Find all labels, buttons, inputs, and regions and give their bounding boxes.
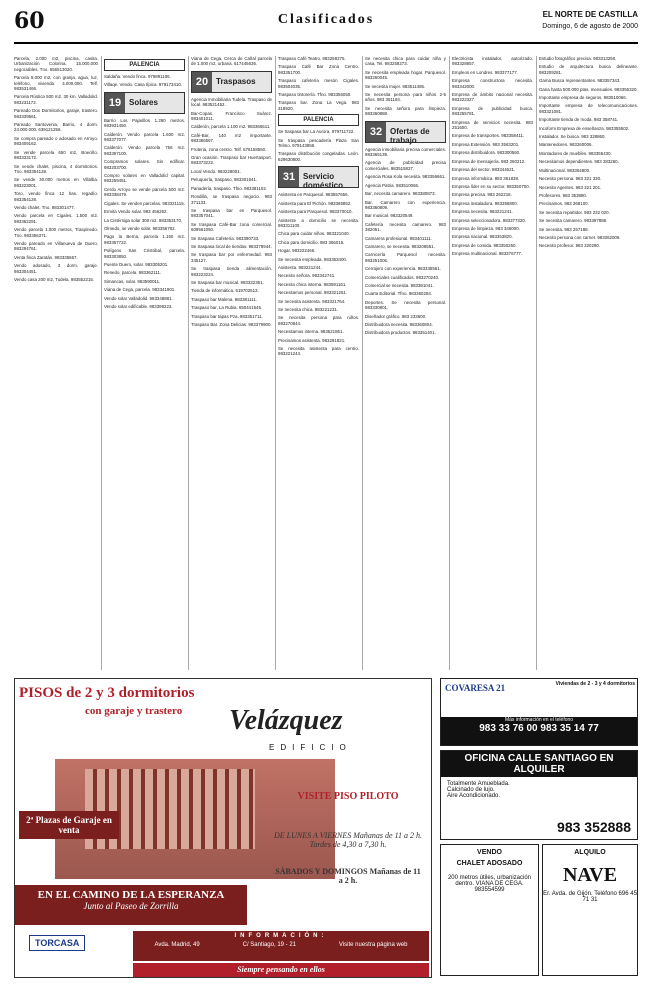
classified-ad: Traspaso Café Bar Zona Centro. 983351700.	[278, 64, 359, 75]
torcasa-logo: TORCASA	[29, 935, 85, 951]
location-line-1: EN EL CAMINO DE LA ESPERANZA	[37, 889, 225, 901]
classified-ad: Se traspasa tienda alimentación. 983223224.	[191, 266, 272, 277]
classified-ad: Importante empresa de telecomunicaciones. 983321081.	[539, 103, 638, 114]
classified-ad: Calderón. Vendo parcela 1.600 m2. 983377077.	[104, 131, 185, 143]
classified-ad: Empresa de comida. 983350250.	[452, 242, 517, 248]
classified-ad: Vendo parcela en Cigales, 1.500 m2. 983362291.	[14, 213, 98, 224]
classified-ad: Diseñador gráfico. 983 233600.	[365, 313, 427, 319]
classified-ad: Se necesita. 983 257188.	[539, 226, 589, 232]
classified-ad: Precisamos asistenta. 983291821.	[278, 337, 346, 343]
classified-ad: Empresa de transportes. 983358411.	[452, 133, 525, 139]
covaresa-ad	[440, 678, 638, 746]
classified-ad: Agencia Patria. 983510066.	[365, 182, 420, 188]
classified-ad: Traspaso distribución congeladas. León. 629630800.	[278, 151, 359, 162]
classified-ad: Parcela 8.000 m2, con granja, agua, luz, teléfono, vivienda. 4.000.000. Telf. 983531466.	[14, 75, 98, 92]
classified-ad: Viana de Cega, parcela. 983341901.	[104, 287, 176, 293]
classified-column-4	[278, 56, 359, 670]
covaresa-phone-bar	[441, 717, 637, 745]
classified-ad: Traspaso bar tapas Pza. 983351711.	[191, 313, 263, 319]
classified-ad: Necesito persona con carnet. 983362009.	[539, 234, 621, 240]
section-number: 19	[105, 93, 125, 113]
classified-ad: Pareado Santovenia, Barrio, 4 dorm. 24.000.000. 639121256.	[14, 122, 98, 133]
classified-ad: Se vende chalet, piscina, 4 dormitorios. Tno. 983354128.	[14, 163, 98, 174]
classified-ad: Simancas, solar. 983590011.	[104, 278, 161, 284]
classified-ad: Comerciales cualificados. 983270240.	[365, 274, 440, 280]
section-label: Traspasos	[216, 76, 256, 86]
classified-ad: Electricista instalador, autorizado. 983328857.	[452, 56, 533, 67]
classified-ad: Asistenta en Parquesol. 983557656.	[278, 192, 349, 198]
classified-ad: Empresa nacional. 983353820.	[452, 234, 513, 240]
classified-ad: Bar-Copas. Francisco Suárez. 983401011.	[191, 110, 272, 122]
info-heading: INFORMACIÓN:	[234, 933, 328, 939]
classified-ad: Necesito persona. 983 321 330.	[539, 176, 602, 182]
nave-ad-heading: ALQUILO	[574, 849, 606, 856]
classified-ad: Empresa Extensión. 983 3563201.	[452, 141, 520, 147]
section-heading	[278, 166, 359, 191]
classified-ad: Estudio de arquitectura busca delineante. 983209281.	[539, 64, 638, 75]
ad-slogan: Siempre pensando en ellos	[133, 963, 429, 977]
section-label: Servicio doméstico	[303, 172, 344, 191]
covaresa-tagline: Viviendas de 2 - 3 y 4 dormitorios	[555, 681, 635, 687]
classified-ad: Se necesita persona para niños 2-5 años. 983 351184.	[365, 92, 446, 103]
classified-ad: Se necesita empleada hogar. Parquesol. 983260045.	[365, 69, 446, 81]
column-divider	[362, 56, 363, 670]
classified-ad: Villaqe. Vendo. Casa típica. 979173410.	[104, 82, 183, 88]
classified-ad: Empresa de mensajería. 983 260212.	[452, 158, 526, 164]
nave-ad-body: Er. Avda. de Gijón. Teléfono 696 45 71 31	[543, 891, 637, 903]
classified-ad: Se necesita asistenta. 983321764.	[278, 298, 346, 304]
classified-ad: Fruteria, zona centro. Telf. 676158550.	[191, 146, 267, 152]
classified-column-6	[452, 56, 533, 670]
classified-ad: Deportes. Se necesita personal. 983330801.	[365, 299, 446, 311]
info-web: Visite nuestra página web	[338, 942, 408, 948]
classified-ad: Compro solares en Valladolid capital. 983259451.	[104, 173, 185, 184]
classified-ad: Empresa constructora necesita. 983342000.	[452, 78, 533, 89]
section-heading	[104, 92, 185, 114]
ad-brand: Velázquez	[229, 705, 343, 736]
classified-ad: Bar, necesita camarero. 983380873.	[365, 191, 436, 197]
classified-ad: Cuarta Editorial. Tfno. 983360284.	[365, 291, 433, 297]
classified-ad: Barrio Los Pajarillos 1.290 metros. 983931450.	[104, 117, 185, 129]
classified-ad: Chica para domicilio. 983 366015.	[278, 239, 345, 245]
classified-ad: Empresa instaladora. 983356800.	[452, 200, 518, 206]
classified-ad: Pago la Berna, parcela 1.150 m2. 983357722.	[104, 234, 185, 245]
classified-ad: Necesito Agentes. 983 321 201.	[539, 184, 602, 190]
classified-ad: Distribuidora necesita. 983360804.	[365, 322, 433, 327]
classified-ad: Vendo pareado en Villanueva de Duero. 983294761.	[14, 240, 98, 252]
classified-ad: Viana de Cega, Cerca de Cañal parcela de 1.000 m2, urbana. 617445636.	[191, 56, 272, 67]
classified-ad: Cigales. Se venden parcelas. 983321115.	[104, 200, 185, 206]
region-banner: PALENCIA	[278, 114, 359, 126]
region-banner: PALENCIA	[104, 59, 185, 71]
classified-ad: Camarera profesional. 983401111.	[365, 235, 432, 241]
page-number: 60	[14, 8, 45, 34]
classified-ad: Cerdo Arroyo se vende parcela 500 m2. 983338479.	[104, 186, 185, 198]
issue-date: Domingo, 6 de agosto de 2000	[542, 23, 638, 30]
classified-ad: Toro, vendo finca 12 has. regadío. 983354128.	[14, 191, 98, 202]
classified-ad: Calderón, parcela 1.100 m2. 983366511.	[191, 124, 271, 130]
classified-ad: Necesito profesor. 983 320290.	[539, 243, 601, 249]
classified-ad: Empresa del sector. 983344621.	[452, 167, 516, 173]
classified-ad: Importante tienda de moda. 983 358741.	[539, 117, 619, 123]
classified-ad: Polígono San Cristóbal, parcela. 983303850.	[104, 248, 185, 259]
column-divider	[275, 56, 276, 670]
chalet-sale-ad	[440, 844, 539, 976]
classified-column-1	[14, 56, 98, 670]
classified-ad: Traspaso bar. Zona La Vega. 983 318920.	[278, 100, 359, 111]
classified-ad: Local Vendo. 983228001.	[191, 168, 241, 174]
classified-ad: Traspaso tintorería. Tfno. 983356050.	[278, 92, 352, 98]
office-phone: 983 352888	[557, 819, 631, 835]
info-address-2: C/ Santiago, 19 - 21	[242, 942, 296, 948]
classified-ad: Se necesita persona para niños. 983270844.	[278, 315, 359, 326]
classified-ad: Necesito señora. 983342741.	[278, 273, 336, 279]
classified-ad: Panadería, traspaso. Tfno. 983381102.	[191, 185, 267, 191]
classified-ad: Parcela, 2.000 m2, piscina, casita. Urbanización Colorina. 15.000.000 negociables. Tno. 656513020.	[14, 56, 98, 72]
classified-ad: Gana hasta 500.000 ptas. mensuales. 983355320.	[539, 86, 638, 92]
section-label: Solares	[129, 97, 158, 107]
classified-ad: Calderón. Vendo parcela 756 m2. 983397100.	[104, 145, 185, 156]
weekday-hours: DE LUNES A VIERNES Mañanas de 11 a 2 h. Tardes de 4,30 a 7,30 h.	[274, 831, 422, 849]
classified-ad: Camarero, se necesita. 983208551.	[365, 243, 435, 249]
covaresa-phones: 983 33 76 00 983 35 14 77	[479, 723, 599, 734]
column-divider	[449, 56, 450, 670]
office-feature: Aire Acondicionado.	[447, 793, 501, 799]
classified-ad: Se traspasa local de tiendas. 983378944.	[191, 243, 272, 249]
classified-ad: Gama Busca representantes. 983357343.	[539, 78, 621, 84]
classified-ad: Se vende 30.000 metros en Villalba. 983223001.	[14, 177, 98, 188]
classified-ad: Asistenta para El Pichón. 983365852.	[278, 200, 352, 206]
classified-ad: Rondilla, se traspasa negocio. 983 371133.	[191, 194, 272, 205]
classified-ad: Bar musical. 983320549.	[365, 213, 414, 219]
classified-ad: Se traspasa Cafetería. 983390733.	[191, 235, 260, 241]
garage-badge: 2ª Plazas de Garaje en venta	[19, 811, 119, 839]
classified-ad: Carnicería Parquesol necesita. 983251006.	[365, 252, 446, 263]
classified-ad: Vendo chalet. Tno. 983301477.	[14, 204, 75, 210]
classified-ad: Vendo solar edificable. 983399223.	[104, 303, 173, 309]
classified-ad: Se necesita asistenta para centro. 983221244.	[278, 346, 359, 357]
chalet-ad-body: 200 metros útiles, urbanización dentro. VIANA DE CEGA. 983554599	[447, 875, 532, 893]
info-address-1: Avda. Madrid, 49	[154, 942, 200, 948]
section-number: 31	[279, 167, 299, 187]
classified-ad: Se traspasa bar en Parquesol. 983357041.	[191, 207, 272, 219]
classified-ad: Traspaso cafetería mesón Cigales. 983504035.	[278, 78, 359, 89]
classified-ad: Empresa multinacional. 983376777.	[452, 251, 523, 257]
classified-ad: Asistenta para Parquesol. 983370010.	[278, 209, 353, 215]
classified-ad: Se necesita camarero. 983397888.	[539, 218, 608, 224]
classified-ad: Renedo, parcela. 983362111.	[104, 270, 162, 276]
classified-ad: Necesito chica interna. 983591161.	[278, 281, 347, 287]
classified-ad: Multinacional. 983364800.	[539, 167, 591, 173]
classified-ad: Empleos en Londres. 983377177.	[452, 69, 518, 75]
office-features	[441, 777, 637, 803]
publication-name: EL NORTE DE CASTILLA	[542, 10, 638, 19]
classified-ad: Se traspasa pescadería Plaza San Telmo. 979143858.	[278, 137, 359, 149]
classified-ad: Traspaso Café Teatro. 983258275.	[278, 56, 346, 61]
page-header	[14, 8, 638, 44]
classified-ad: Se traspasa bar por enfermedad. 983 345127.	[191, 252, 272, 263]
classified-ad: Empresa de limpieza. 983 346000.	[452, 225, 520, 231]
classified-ad: Empresa precisa. 983 262218.	[452, 192, 512, 198]
classified-ad: Se necesita chica. 983221231.	[278, 306, 339, 312]
office-ad-heading: OFICINA CALLE SANTIAGO EN ALQUILER	[441, 751, 637, 777]
classified-ad: Bar. Camarero con experiencia. 983360809.	[365, 199, 446, 210]
classified-column-5	[365, 56, 446, 670]
section-heading	[365, 121, 446, 143]
column-divider	[188, 56, 189, 670]
classified-ad: Empresa de ámbito nacional necesita. 983222327.	[452, 92, 533, 103]
classified-ad: Hogar. 983222466.	[278, 248, 316, 254]
classified-ad: Se vende parcela 650 m2, Boecillo. 983333172.	[14, 149, 98, 161]
classified-ad: Chica para cuidar niños. 983321040.	[278, 231, 350, 237]
visit-showflat: VISITE PISO PILOTO	[297, 791, 399, 802]
chalet-ad-subheading: CHALET ADOSADO	[456, 860, 523, 867]
section-heading	[191, 71, 272, 93]
classified-ad: Pareado Dos Dormitorios, garaje, trastero. 983339561.	[14, 108, 98, 119]
classified-ad: Instalador. Se busca. 983 328860.	[539, 134, 606, 140]
office-feature: Calcinado de lujo.	[447, 787, 495, 793]
classified-ad: Se necesita mujer. 983511485.	[365, 83, 426, 89]
classified-ad: Incoform Empresa de enseñanza. 983355502.	[539, 125, 630, 131]
classified-ad: Café-Bar, 140 m2 importante. 983366567.	[191, 132, 272, 144]
location-banner	[15, 885, 247, 925]
classified-ad: Profesores. 983 353880.	[539, 192, 588, 198]
classified-ad: Traspaso bar, La Rubia. 650441545.	[191, 305, 263, 311]
classified-ad: Traspaso Bar. Zona Delicias. 983379900.	[191, 322, 272, 327]
classified-ad: Se compra pareado o adosado en Arroyo. 983409162.	[14, 135, 98, 147]
classified-ad: Estudio fotográfico precisa. 983313250.	[539, 56, 617, 61]
classified-ad: Agencia Rosa Kola necesita. 983356661.	[365, 174, 446, 180]
classified-ad: Importante empresa de seguros. 983510066.	[539, 95, 627, 101]
classified-ad: Mantenedores. 983260006.	[539, 142, 593, 148]
classified-ad: Traspaso bar Malena. 983381111.	[191, 296, 257, 302]
office-rent-ad	[440, 750, 638, 840]
classified-ad: Cafetería necesita camarero. 983 382051.	[365, 221, 446, 233]
section-label: Ofertas de trabajo	[390, 126, 430, 145]
classified-column-7	[539, 56, 638, 670]
chalet-ad-heading: VENDO	[477, 849, 502, 856]
classified-ad: Empresa de publicidad busca. 983255781.	[452, 105, 533, 117]
classified-ad: Se necesita empleada. 983353400.	[278, 256, 348, 262]
nave-rent-ad	[542, 844, 638, 976]
office-feature: Totalmente Amueblada.	[447, 781, 510, 787]
classified-ad: Compramos solares. Sin edificar. 983203700.	[104, 159, 185, 170]
classified-ad: Parcela Rústica 500 m2. 30 km. Valladolid. 983231172.	[14, 94, 98, 105]
classified-ad: Peluquería, traspaso. 983301641.	[191, 177, 258, 183]
velazquez-housing-ad	[14, 678, 432, 978]
classified-ad: Vendo parcela 1.000 metros, Traspinedo. Tno. 983356371.	[14, 227, 98, 238]
classified-ad: Saldaña. Vendo finca. 979891106.	[104, 74, 171, 79]
nave-ad-title: NAVE	[562, 864, 618, 886]
section-number: 20	[192, 72, 212, 92]
weekend-hours: SÁBADOS Y DOMINGOS Mañanas de 11 a 2 h.	[275, 867, 421, 885]
classified-ad: Ermita Vendo solar. 983 456262.	[104, 209, 168, 215]
classified-ad: Venta finca Zaratán. 983335567.	[14, 254, 78, 260]
classified-ad: Se necesita señora para limpieza. 983360888.	[365, 105, 446, 117]
classified-ad: Empresa líder en su sector. 983350700.	[452, 183, 530, 189]
classified-ad: Vendo casa 200 m2, Tudela. 983552215.	[14, 277, 95, 282]
classified-ad: Tienda de informática. 619702513.	[191, 288, 259, 294]
ad-brand-sub: EDIFICIO	[269, 743, 352, 752]
classified-ad: Empresa necesita. 983221241.	[452, 209, 513, 215]
location-line-2: Junto al Paseo de Zorrilla	[83, 901, 179, 911]
classified-ad: Asistente a domicilio se necesita. 983311100.	[278, 217, 359, 228]
column-divider	[536, 56, 537, 670]
ad-headline: PISOS de 2 y 3 dormitorios	[19, 685, 195, 701]
classified-ad: Se necesita repartidor. 983 232 020.	[539, 209, 610, 215]
classified-ad: Empresa de servicios necesita. 983 251600.	[452, 119, 533, 131]
classified-ad: Necesitamos personal. 983321251.	[278, 290, 348, 296]
classified-ad: Gran ocasión. Traspaso bar Huertasport. 983373222.	[191, 155, 272, 166]
ad-subheadline: con garaje y trastero	[85, 705, 183, 717]
classified-ad: Distribuidora productos. 983351401.	[365, 330, 436, 336]
section-number: 32	[366, 122, 386, 142]
classified-ad: Vendo solar Valladolid. 983348881.	[104, 295, 173, 301]
classified-ad: Montadores de muebles. 983355430.	[539, 150, 612, 156]
classified-ad: Vendo adosado, 3 dorm, garaje. 983304451.	[14, 263, 98, 274]
classified-ad: Necesitamos dependientes. 983 283260.	[539, 159, 619, 165]
classified-ad: Se traspasa bar musical. 983332351.	[191, 279, 264, 285]
classified-column-2	[104, 56, 185, 670]
covaresa-phone-label: Más información en el teléfono	[504, 717, 574, 723]
classified-ad: Se necesita chica para cuidar niña y casa. Tel. 983258273.	[365, 56, 446, 67]
classified-ad: Precisamos. 983 368100.	[539, 201, 589, 207]
classified-ad: Agencia Inmobiliaria Tudela. Traspaso de local. 983521452.	[191, 96, 272, 108]
section-title: Clasificados	[277, 12, 375, 27]
classified-ad: Necesitamos interna. 983521851.	[278, 329, 344, 335]
classified-ad: Empresa informática. 983 361838.	[452, 175, 520, 181]
classified-ad: La Cistérniga solar 300 m2. 983353170.	[104, 217, 183, 223]
classified-ad: Se traspasa Café-Bar zona comercial. 609561050.	[191, 221, 272, 233]
classified-ad: Agencia de publicidad precisa comerciales. 983515827.	[365, 160, 446, 171]
covaresa-logo: COVARESA 21	[445, 683, 506, 693]
column-divider	[101, 56, 102, 670]
info-bar	[133, 931, 429, 961]
classified-ad: Comercial se necesita. 983391041.	[365, 282, 434, 288]
classified-ad: Cerrajero con experiencia. 983335561.	[365, 266, 441, 272]
classified-column-3	[191, 56, 272, 670]
classified-ad: Asistenta. 983221244.	[278, 264, 322, 270]
classified-ad: Olmedo, se vende solar. 983356782.	[104, 225, 176, 231]
classified-ad: Empresa distribuidora. 983300560.	[452, 150, 521, 156]
classified-ad: Agencia inmobiliaria precisa comerciales. 983365139.	[365, 146, 446, 158]
classified-ad: Empresa seleccionadora. 983377320.	[452, 217, 526, 223]
classified-ad: Puente Duero, solar. 983305201.	[104, 261, 169, 267]
classified-ad: Se traspasa bar La Aurora. 979711722.	[278, 129, 355, 135]
